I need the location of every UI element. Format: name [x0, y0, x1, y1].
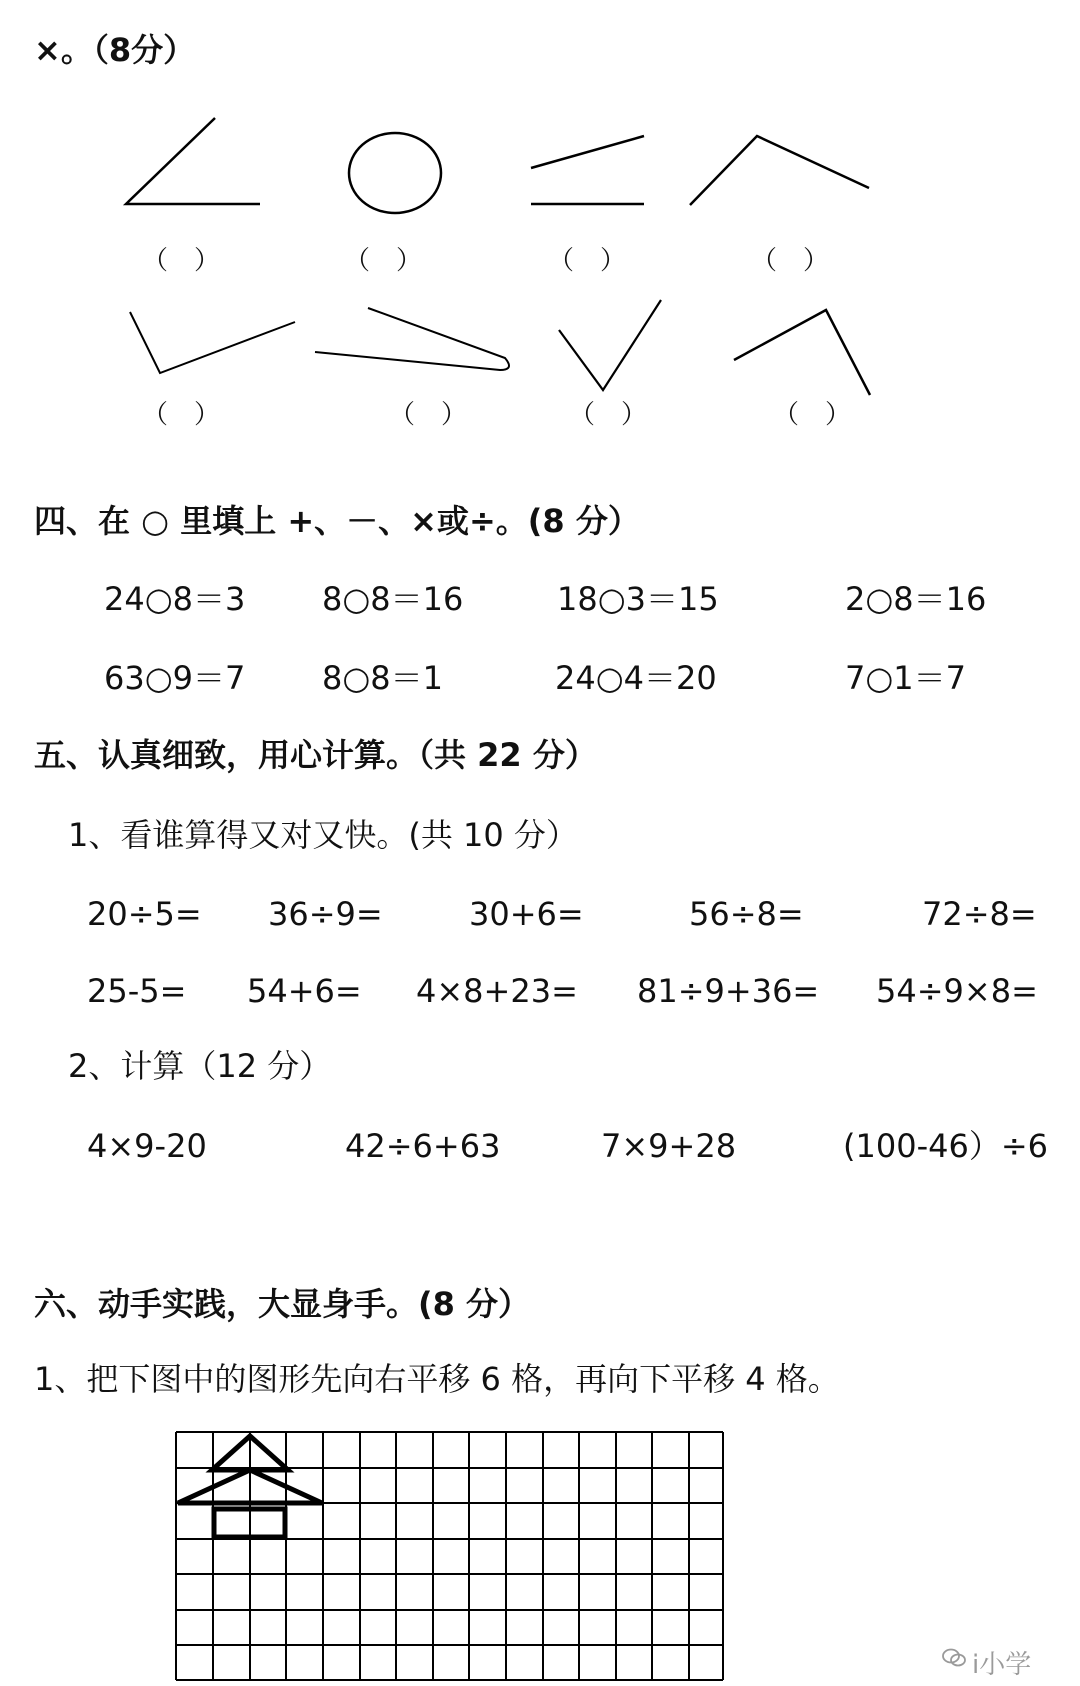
- angle-figure-1: [126, 118, 260, 204]
- question1-title: 1、看谁算得又对又快。(共 10 分）: [68, 816, 578, 854]
- angle-figure-4: [559, 300, 661, 390]
- question2-title: 2、计算（12 分）: [68, 1047, 332, 1085]
- equation: 7○1＝7: [845, 659, 967, 697]
- section5-title: 五、认真细致，用心计算。（共 22 分）: [34, 736, 597, 774]
- equation: 63○9＝7: [104, 659, 246, 697]
- section4-title: 四、在 ○ 里填上 +、－、×或÷。(8 分）: [34, 502, 640, 540]
- section3-title: ×。（8分）: [34, 31, 196, 69]
- calc-item: 42÷6+63: [345, 1127, 501, 1165]
- equation: 8○8＝1: [322, 659, 444, 697]
- equation: 18○3＝15: [557, 580, 719, 618]
- line-segment-top: [531, 136, 644, 168]
- calc-item: (100-46）÷6: [843, 1127, 1049, 1165]
- calc-item: 4×9-20: [87, 1127, 207, 1165]
- calc-item: 36÷9=: [268, 895, 383, 933]
- calc-item: 56÷8=: [689, 895, 804, 933]
- section6-title: 六、动手实践，大显身手。(8 分）: [34, 1285, 531, 1323]
- answer-blank[interactable]: （ ）: [773, 400, 852, 430]
- calc-item: 81÷9+36=: [637, 972, 820, 1010]
- calc-item: 4×8+23=: [416, 972, 578, 1010]
- equation: 2○8＝16: [845, 580, 987, 618]
- calc-item: 7×9+28: [601, 1127, 737, 1165]
- answer-blank[interactable]: （ ）: [142, 246, 221, 276]
- answer-blank[interactable]: （ ）: [548, 246, 627, 276]
- equation: 24○8＝3: [104, 580, 246, 618]
- calc-item: 25-5=: [87, 972, 187, 1010]
- answer-blank[interactable]: （ ）: [344, 246, 423, 276]
- answer-blank[interactable]: （ ）: [142, 400, 221, 430]
- calc-item: 20÷5=: [87, 895, 202, 933]
- equation: 8○8＝16: [322, 580, 464, 618]
- calc-item: 54÷9×8=: [876, 972, 1038, 1010]
- question-text: 1、把下图中的图形先向右平移 6 格，再向下平移 4 格。: [34, 1360, 840, 1398]
- answer-blank[interactable]: （ ）: [751, 246, 830, 276]
- calc-item: 72÷8=: [922, 895, 1037, 933]
- watermark-text: i小学: [972, 1650, 1032, 1680]
- chat-bubble-icon: [942, 1648, 966, 1668]
- angle-figure-2: [690, 136, 869, 205]
- answer-blank[interactable]: （ ）: [569, 400, 648, 430]
- calc-item: 54+6=: [247, 972, 362, 1010]
- circle-figure: [349, 133, 441, 213]
- equation: 24○4＝20: [555, 659, 717, 697]
- calc-item: 30+6=: [469, 895, 584, 933]
- angle-figure-3: [130, 312, 295, 373]
- answer-blank[interactable]: （ ）: [389, 400, 468, 430]
- curved-angle-figure: [315, 308, 509, 370]
- angle-figure-5: [734, 310, 870, 395]
